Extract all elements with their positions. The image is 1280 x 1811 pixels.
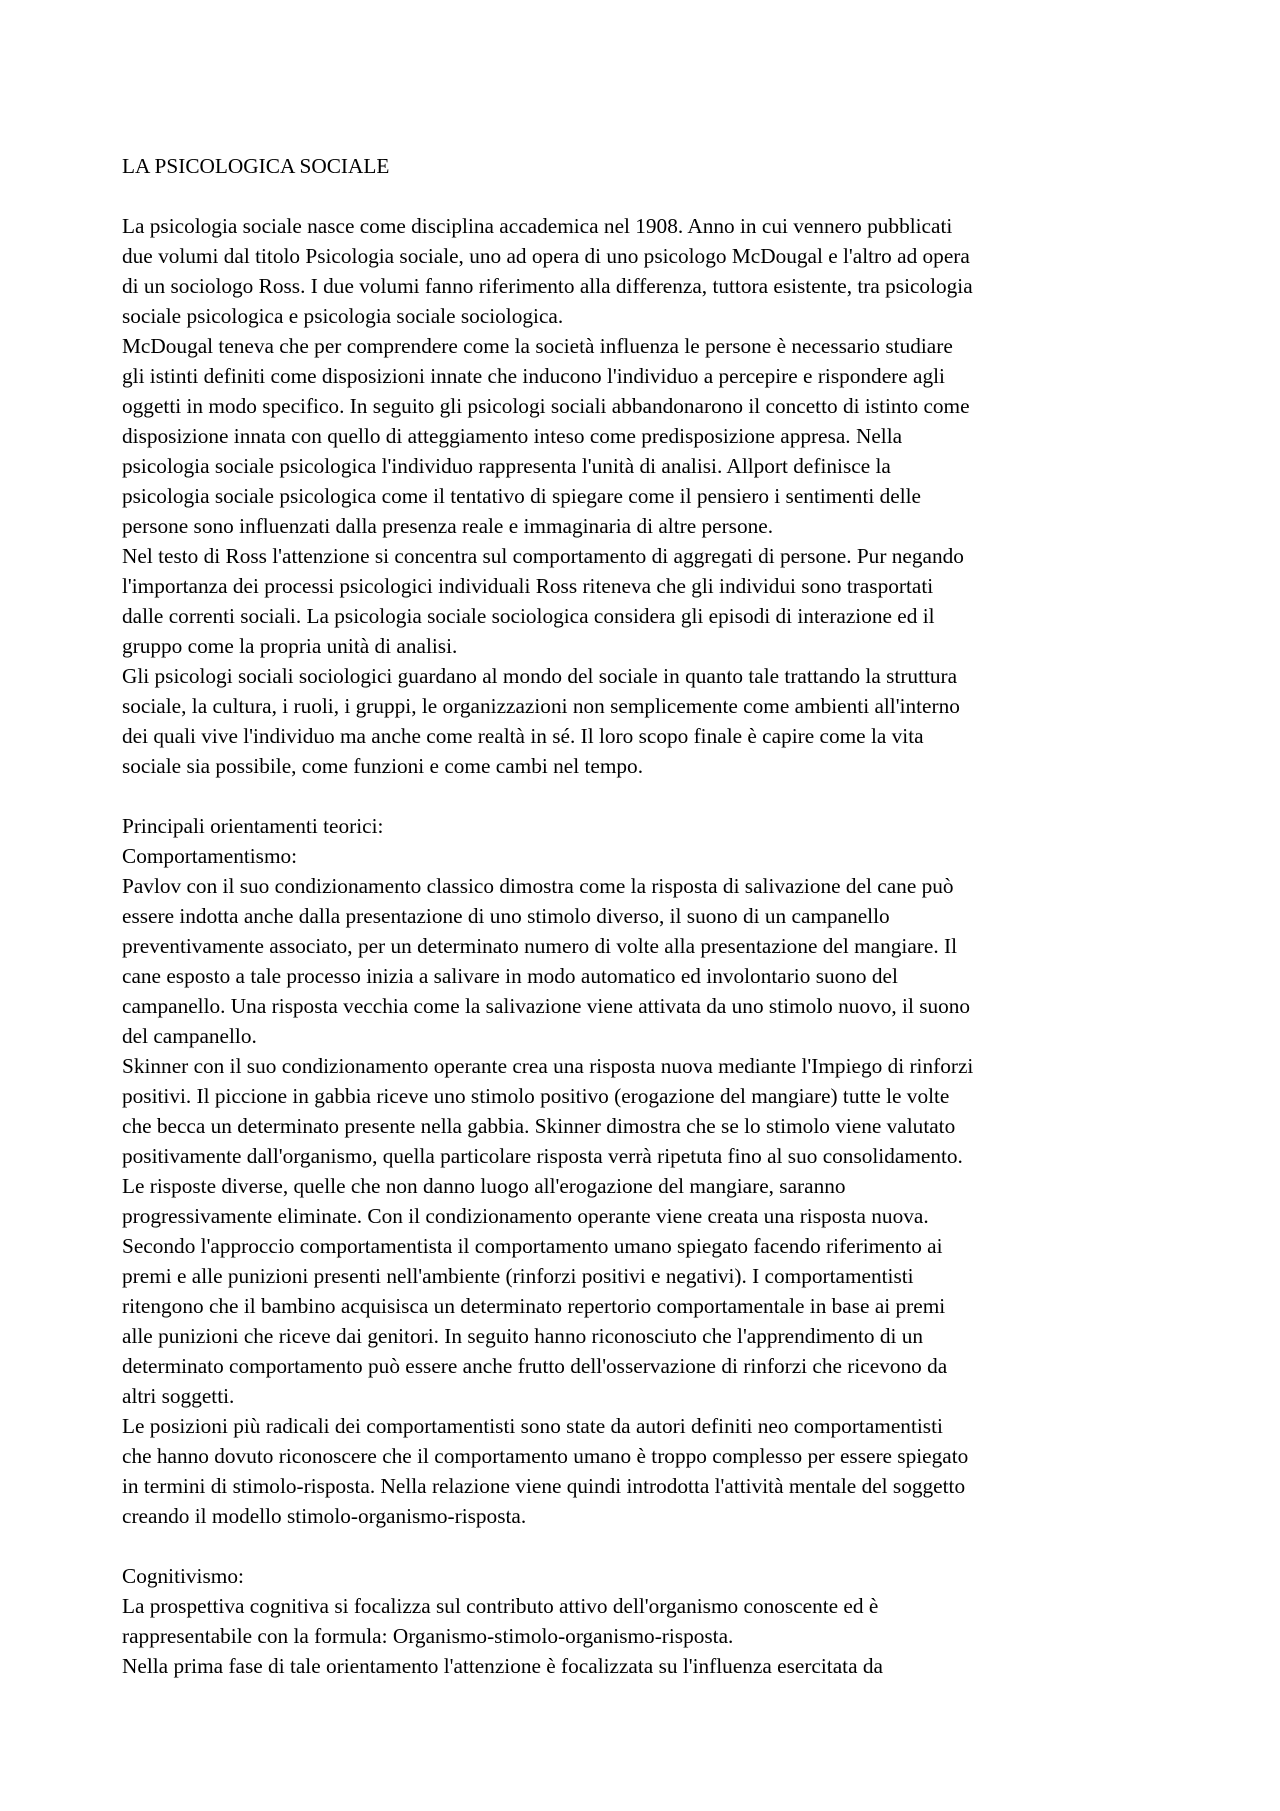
text-line: positivi. Il piccione in gabbia riceve uno stimolo positivo (erogazione del mangiare) tutte le volte	[122, 1084, 950, 1108]
text-line: psicologia sociale psicologica come il tentativo di spiegare come il pensiero i sentimenti delle	[122, 484, 921, 508]
text-line: dalle correnti sociali. La psicologia sociale sociologica considera gli episodi di interazione ed il	[122, 604, 935, 628]
text-line: alle punizioni che riceve dai genitori. In seguito hanno riconosciuto che l'apprendimento di un	[122, 1324, 924, 1348]
text-line: La prospettiva cognitiva si focalizza sul contributo attivo dell'organismo conoscente ed è	[122, 1594, 879, 1618]
text-line: gruppo come la propria unità di analisi.	[122, 634, 458, 658]
text-line: Secondo l'approccio comportamentista il comportamento umano spiegato facendo riferimento ai	[122, 1234, 943, 1258]
text-line: Le risposte diverse, quelle che non danno luogo all'erogazione del mangiare, saranno	[122, 1174, 846, 1198]
text-line: gli istinti definiti come disposizioni innate che inducono l'individuo a percepire e rispondere agli	[122, 364, 945, 388]
text-line: rappresentabile con la formula: Organismo-stimolo-organismo-risposta.	[122, 1624, 734, 1648]
text-line: persone sono influenzati dalla presenza reale e immaginaria di altre persone.	[122, 514, 774, 538]
text-line: progressivamente eliminate. Con il condizionamento operante viene creata una risposta nuova.	[122, 1204, 929, 1228]
comportamentismo-section	[122, 871, 1162, 1531]
text-line: in termini di stimolo-risposta. Nella relazione viene quindi introdotta l'attività mentale del soggetto	[122, 1474, 966, 1498]
text-line: sociale sia possibile, come funzioni e come cambi nel tempo.	[122, 754, 644, 778]
spacer	[122, 781, 1162, 811]
spacer	[122, 181, 1162, 211]
text-line: che hanno dovuto riconoscere che il comportamento umano è troppo complesso per essere spiegato	[122, 1444, 969, 1468]
text-line: l'importanza dei processi psicologici individuali Ross riteneva che gli individui sono trasportati	[122, 574, 934, 598]
text-line: essere indotta anche dalla presentazione di uno stimolo diverso, il suono di un campanello	[122, 904, 890, 928]
cognitivismo-section	[122, 1591, 1162, 1681]
text-line: di un sociologo Ross. I due volumi fanno riferimento alla differenza, tuttora esistente, tra psicologia	[122, 274, 973, 298]
page-title: LA PSICOLOGICA SOCIALE	[122, 154, 390, 178]
text-line: determinato comportamento può essere anche frutto dell'osservazione di rinforzi che ricevono da	[122, 1354, 948, 1378]
comportamentismo-heading: Comportamentismo:	[122, 844, 298, 868]
text-line: Nel testo di Ross l'attenzione si concentra sul comportamento di aggregati di persone. Pur negando	[122, 544, 964, 568]
text-line: creando il modello stimolo-organismo-risposta.	[122, 1504, 527, 1528]
text-line: positivamente dall'organismo, quella particolare risposta verrà ripetuta fino al suo consolidamento.	[122, 1144, 963, 1168]
text-line: disposizione innata con quello di atteggiamento inteso come predisposizione appresa. Nella	[122, 424, 903, 448]
text-line: del campanello.	[122, 1024, 257, 1048]
text-line: Pavlov con il suo condizionamento classico dimostra come la risposta di salivazione del cane può	[122, 874, 954, 898]
text-line: premi e alle punizioni presenti nell'ambiente (rinforzi positivi e negativi). I comportamentisti	[122, 1264, 914, 1288]
cognitivismo-heading: Cognitivismo:	[122, 1564, 244, 1588]
text-line: sociale, la cultura, i ruoli, i gruppi, le organizzazioni non semplicemente come ambienti all'interno	[122, 694, 960, 718]
orientamenti-heading: Principali orientamenti teorici:	[122, 814, 384, 838]
text-line: altri soggetti.	[122, 1384, 235, 1408]
text-line: La psicologia sociale nasce come disciplina accademica nel 1908. Anno in cui vennero pubblicati	[122, 214, 953, 238]
text-line: Nella prima fase di tale orientamento l'attenzione è focalizzata su l'influenza esercitata da	[122, 1654, 883, 1678]
text-line: campanello. Una risposta vecchia come la salivazione viene attivata da uno stimolo nuovo, il suono	[122, 994, 971, 1018]
document-page	[122, 151, 1162, 1681]
text-line: preventivamente associato, per un determinato numero di volte alla presentazione del mangiare. Il	[122, 934, 957, 958]
text-line: Skinner con il suo condizionamento operante crea una risposta nuova mediante l'Impiego di rinforzi	[122, 1054, 974, 1078]
text-line: sociale psicologica e psicologia sociale sociologica.	[122, 304, 564, 328]
text-line: McDougal teneva che per comprendere come la società influenza le persone è necessario studiare	[122, 334, 953, 358]
spacer	[122, 1531, 1162, 1561]
text-line: Gli psicologi sociali sociologici guardano al mondo del sociale in quanto tale trattando la struttura	[122, 664, 958, 688]
text-line: dei quali vive l'individuo ma anche come realtà in sé. Il loro scopo finale è capire come la vita	[122, 724, 924, 748]
text-line: psicologia sociale psicologica l'individuo rappresenta l'unità di analisi. Allport definisce la	[122, 454, 891, 478]
text-line: che becca un determinato presente nella gabbia. Skinner dimostra che se lo stimolo viene valutato	[122, 1114, 956, 1138]
text-line: Le posizioni più radicali dei comportamentisti sono state da autori definiti neo comportamentisti	[122, 1414, 943, 1438]
intro-section	[122, 211, 1162, 781]
text-line: due volumi dal titolo Psicologia sociale, uno ad opera di uno psicologo McDougal e l'altro ad opera	[122, 244, 970, 268]
text-line: cane esposto a tale processo inizia a salivare in modo automatico ed involontario suono del	[122, 964, 898, 988]
text-line: ritengono che il bambino acquisisca un determinato repertorio comportamentale in base ai premi	[122, 1294, 946, 1318]
text-line: oggetti in modo specifico. In seguito gli psicologi sociali abbandonarono il concetto di istinto come	[122, 394, 970, 418]
